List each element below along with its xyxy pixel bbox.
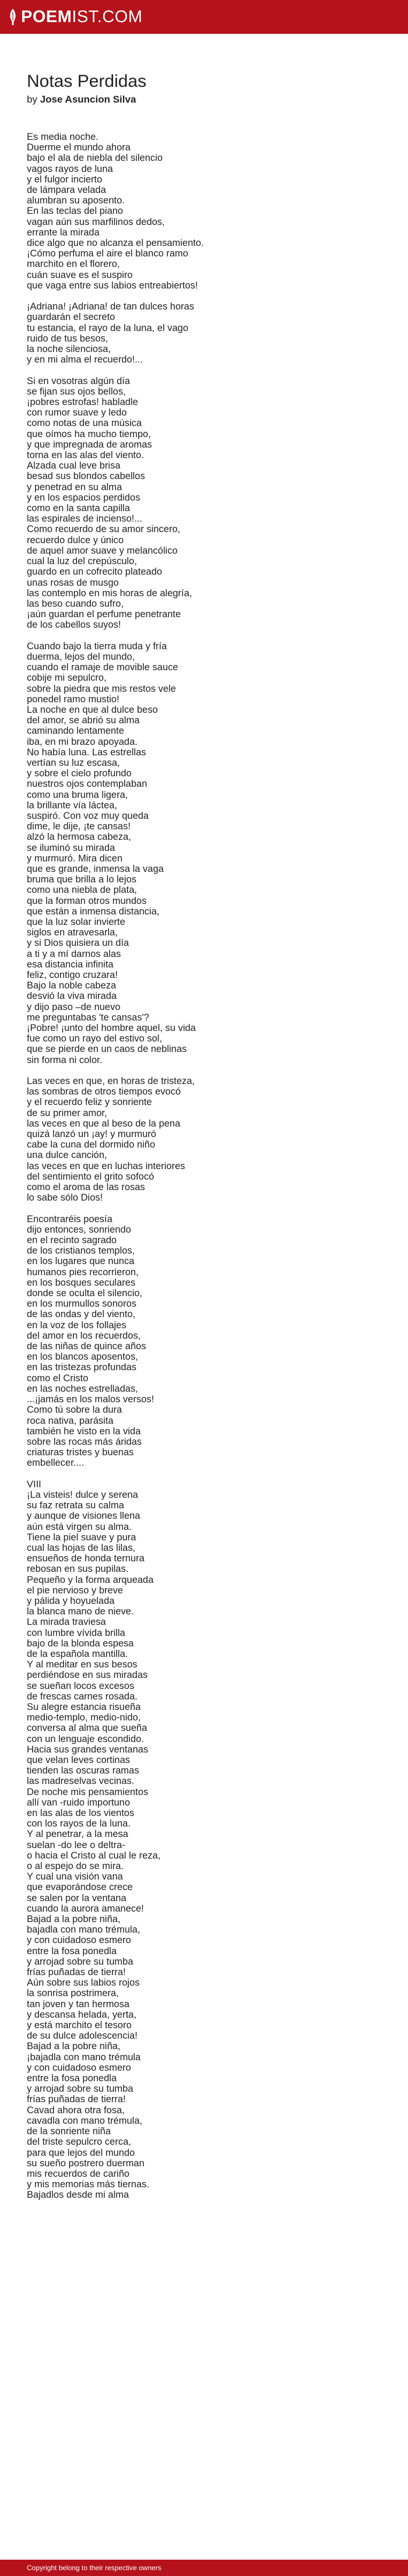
poem-line: y está marchito el tesoro	[27, 2020, 132, 2031]
poem-line: se sueñan locos excesos	[27, 1680, 135, 1691]
poem-line: de las niñas de quince años	[27, 1341, 146, 1352]
poem-line: siglos en atravesarla,	[27, 927, 118, 938]
poem-line: vertían su luz escasa,	[27, 757, 120, 768]
poem-line: desvió la viva mirada	[27, 991, 117, 1002]
poem-line: alumbran su aposento.	[27, 195, 125, 206]
poem-line: ...¡jamás en los malos versos!	[27, 1394, 154, 1405]
poem-line: Y al meditar en sus besos	[27, 1659, 138, 1670]
poem-line: sobre las rocas más áridas	[27, 1436, 142, 1447]
poem-stanza	[27, 376, 381, 631]
poem-line: Como tú sobre la dura	[27, 1405, 122, 1416]
poem-line: roca nativa, parásita	[27, 1415, 114, 1426]
poem-line: con lumbre vívida brilla	[27, 1627, 125, 1638]
poem-line: ¡Cómo perfuma el aire el blanco ramo	[27, 248, 188, 259]
poem-line: con rumor suave y ledo	[27, 407, 127, 418]
poem-line: como el Cristo	[27, 1373, 89, 1384]
poem-stanza	[27, 1214, 381, 1469]
poem-line: y el fulgor incierto	[27, 174, 103, 185]
poem-line: dime, le dije, ¡te cansas!	[27, 821, 131, 832]
poem-line: con los rayos de la luna.	[27, 1818, 131, 1829]
poem-line: de su dulce adolescencia!	[27, 2030, 138, 2042]
site-logo[interactable]	[8, 8, 143, 27]
poem-line: Si en vosotras algún día	[27, 375, 131, 386]
poem-line: y si Dios quisiera un día	[27, 938, 129, 949]
poem-line: con un lenguaje escondido.	[27, 1733, 144, 1744]
poem-line: Alzada cual leve brisa	[27, 460, 121, 471]
poem-stanza	[27, 132, 381, 291]
poem-line: cobije mi sepulcro,	[27, 673, 107, 684]
quill-pen-icon	[8, 8, 17, 26]
poem-line: quizá lanzó un ¡ay! y murmuró	[27, 1129, 156, 1140]
poem-line: que la forman otros mundos	[27, 895, 147, 906]
poem-line: ruido de tus besos,	[27, 333, 108, 344]
poem-line: alzó la hermosa cabeza,	[27, 832, 131, 843]
poem-line: la sonrisa postrimera,	[27, 1988, 119, 1999]
poem-line: se fijan sus ojos bellos,	[27, 386, 126, 397]
poem-line: de la española mantilla.	[27, 1648, 128, 1659]
poem-line: y penetrad en su alma	[27, 481, 122, 492]
poem-line: del amor en los recuerdos,	[27, 1330, 141, 1341]
poem-line: vagos rayos de luna	[27, 163, 113, 174]
poem-line: Y cual una visión vana	[27, 1871, 123, 1882]
by-label: by	[27, 94, 37, 105]
poem-line: De noche mis pensamientos	[27, 1786, 149, 1797]
poem-line: en los lugares que nunca	[27, 1256, 135, 1267]
poem-line: y dijo paso –de nuevo	[27, 1001, 121, 1012]
poem-line: bajo el ala de niebla del silencio	[27, 153, 163, 164]
poem-line: las madreselvas vecinas.	[27, 1776, 135, 1787]
poem-line: Las veces en que, en horas de tristeza,	[27, 1076, 195, 1087]
poem-line: del sentimiento el grito sofocó	[27, 1171, 154, 1182]
poem-line: frías puñadas de tierra!	[27, 2094, 126, 2105]
poem-line: y murmuró. Mira dicen	[27, 853, 123, 864]
poem-line: Bajadlos desde mi alma	[27, 2190, 129, 2201]
poem-line: que oímos ha mucho tiempo,	[27, 428, 151, 439]
poem-stanza	[27, 1479, 381, 2201]
poem-line: tu estancia, el rayo de la luna, el vago	[27, 322, 189, 333]
poem-line: en los bosques seculares	[27, 1277, 136, 1288]
poem-line: entre la fosa ponedla	[27, 2073, 117, 2084]
poem-line: como una niebla de plata,	[27, 885, 137, 896]
poem-line: sobre la piedra que mis restos vele	[27, 683, 176, 694]
poem-line: las beso cuando sufro,	[27, 598, 124, 609]
poem-line: en los murmullos sonoros	[27, 1298, 136, 1310]
poem-line: Tiene la piel suave y pura	[27, 1532, 136, 1543]
poem-line: de la sonriente niña	[27, 2126, 111, 2137]
poem-line: de los cabellos suyos!	[27, 620, 121, 631]
poem-line: las veces en que al beso de la pena	[27, 1118, 181, 1129]
poem-line: me preguntabas 'te cansas'?	[27, 1012, 149, 1023]
poem-line: perdiéndose en sus miradas	[27, 1670, 148, 1681]
poem-line: besad sus blondos cabellos	[27, 471, 145, 482]
poem-line: mis recuerdos de cariño	[27, 2168, 130, 2179]
poem-line: rebosan en sus pupilas.	[27, 1564, 129, 1575]
poem-line: cuán suave es el suspiro	[27, 269, 133, 280]
poem-line: y sobre el cielo profundo	[27, 768, 132, 779]
poem-line: criaturas tristes y buenas	[27, 1447, 134, 1458]
poem-line: allí van -ruido importuno	[27, 1797, 131, 1808]
poem-line: cuando el ramaje de movible sauce	[27, 662, 178, 673]
poem-line: en los blancos aposentos,	[27, 1352, 138, 1363]
poem-line: y mis memorias más tiernas.	[27, 2179, 149, 2190]
poem-line: ¡La visteis! dulce y serena	[27, 1489, 138, 1500]
poem-line: y descansa helada, yerta,	[27, 2009, 137, 2020]
poem-line: humanos pies recorrieron,	[27, 1266, 139, 1278]
poem-line: donde se oculta el silencio,	[27, 1288, 143, 1299]
poem-line: su sueño postrero duerman	[27, 2158, 145, 2169]
poem-line: dijo entonces, sonriendo	[27, 1224, 131, 1235]
poem-line: de frescas carnes rosada.	[27, 1691, 138, 1702]
poem-line: Duerme el mundo ahora	[27, 142, 131, 153]
logo-text-light: IST.COM	[72, 7, 143, 26]
logo-text-bold: POEM	[21, 7, 72, 26]
poem-line: torna en las alas del viento.	[27, 450, 144, 461]
poem-line: como el aroma de las rosas	[27, 1182, 145, 1193]
poem-line: en las alas de los vientos	[27, 1808, 135, 1818]
poem-line: o hacia el Cristo al cual le reza,	[27, 1850, 161, 1861]
poem-content	[0, 71, 408, 2201]
poem-line: y arrojad sobre su tumba	[27, 2084, 133, 2095]
poem-line: aún está virgen su alma.	[27, 1521, 132, 1532]
poem-line: Cavad ahora otra fosa,	[27, 2105, 125, 2116]
poem-line: y pálida y hoyuelada	[27, 1595, 115, 1606]
poem-line: ¡bajadla con mano trémula	[27, 2051, 141, 2063]
poem-line: bruma que brilla a lo lejos	[27, 874, 137, 885]
poem-line: como una bruma ligera,	[27, 789, 128, 800]
poem-line: bajo de la blonda espesa	[27, 1638, 134, 1649]
poem-line: dice algo que no alcanza el pensamiento.	[27, 238, 204, 249]
poem-line: se salen por la ventana	[27, 1892, 126, 1903]
poem-line: en el recinto sagrado	[27, 1235, 117, 1246]
poem-line: feliz, contigo cruzara!	[27, 970, 118, 980]
poem-line: del amor, se abrió su alma	[27, 715, 140, 726]
poem-line: nuestros ojos contemplaban	[27, 779, 147, 790]
poem-line: que evaporándose crece	[27, 1882, 133, 1893]
poem-line: cual la luz del crepúsculo,	[27, 556, 137, 567]
poem-line: unas rosas de musgo	[27, 577, 119, 588]
poem-line: y con cuidadoso esmero	[27, 2062, 131, 2073]
poem-line: tan joven y tan hermosa	[27, 1998, 130, 2010]
poem-line: guardo en un cofrecito plateado	[27, 566, 163, 578]
poem-line: y el recuerdo feliz y sonriente	[27, 1097, 152, 1108]
poem-stanza	[27, 301, 381, 365]
footer-bar	[0, 2560, 408, 2576]
poem-line: Es media noche.	[27, 132, 99, 142]
poem-line: ponedel ramo mustio!	[27, 694, 119, 705]
poem-line: las veces en que en luchas interiores	[27, 1160, 185, 1171]
poem-line: que vaga entre sus labios entreabiertos!	[27, 280, 198, 291]
poem-title: Notas Perdidas	[27, 72, 147, 91]
poem-line: ensueños de honda ternura	[27, 1553, 145, 1564]
poem-line: Bajo la noble cabeza	[27, 980, 117, 991]
poem-line: ¡aún guardan el perfume penetrante	[27, 609, 181, 620]
poem-line: bajadla con mano trémula,	[27, 1924, 140, 1935]
poem-line: entre la fosa ponedla	[27, 1945, 117, 1956]
poem-line: y en los espacios perdidos	[27, 492, 140, 503]
poem-line: una dulce canción,	[27, 1150, 107, 1161]
poem-line: que velan leves cortinas	[27, 1754, 131, 1765]
poem-line: del triste sepulcro cerca,	[27, 2137, 131, 2148]
copyright-notice: Copyright belong to their respective owners	[27, 2564, 161, 2572]
poem-line: de su primer amor,	[27, 1107, 107, 1118]
poem-line: Bajad a la pobre niña,	[27, 1914, 121, 1925]
poem-line: errante la mirada	[27, 227, 100, 238]
poem-line: Cuando bajo la tierra muda y fría	[27, 641, 167, 652]
poem-line: Pequeño y la forma arqueada	[27, 1574, 154, 1585]
poem-line: frías puñadas de tierra!	[27, 1967, 126, 1978]
poem-line: Aún sobre sus labios rojos	[27, 1977, 140, 1989]
poem-line: conversa al alma que sueña	[27, 1723, 147, 1734]
poem-line: tienden las oscuras ramas	[27, 1765, 139, 1776]
poem-line: ¡Pobre! ¡unto del hombre aquel, su vida	[27, 1023, 196, 1034]
poem-line: para que lejos del mundo	[27, 2147, 135, 2158]
poem-line: y aunque de visiones llena	[27, 1511, 140, 1522]
poem-line: el pie nervioso y breve	[27, 1585, 124, 1596]
poem-line: también he visto en la vida	[27, 1426, 141, 1437]
poem-line: cabe la cuna del dormido niño	[27, 1139, 156, 1150]
poem-line: La mirada traviesa	[27, 1617, 106, 1628]
poem-line: fue como un rayo del estivo sol,	[27, 1033, 163, 1044]
author-link[interactable]: Jose Asuncion Silva	[40, 94, 136, 105]
poem-line: y arrojad sobre su tumba	[27, 1956, 133, 1967]
poem-line: caminando lentamente	[27, 726, 124, 737]
poem-line: iba, en mi brazo apoyada.	[27, 736, 138, 747]
poem-byline	[27, 93, 381, 106]
poem-line: ¡Adriana! ¡Adriana! de tan dulces horas	[27, 301, 195, 312]
poem-line: y con cuidadoso esmero	[27, 1935, 131, 1946]
poem-line: como notas de una música	[27, 418, 142, 429]
poem-line: que la luz solar invierte	[27, 916, 125, 927]
top-bar	[0, 0, 408, 34]
poem-line: suelan -do lee o deltra-	[27, 1839, 125, 1850]
poem-line: sin forma ni color.	[27, 1054, 103, 1065]
poem-line: la blanca mano de nieve.	[27, 1606, 134, 1617]
poem-line: la noche silenciosa,	[27, 344, 111, 355]
poem-line: la brillante vía láctea,	[27, 800, 118, 811]
poem-line: o al espejo do se mira.	[27, 1861, 124, 1872]
poem-line: Bajad a la pobre niña,	[27, 2041, 121, 2052]
poem-line: medio-templo, medio-nido,	[27, 1712, 141, 1723]
poem-line: Encontraréis poesía	[27, 1213, 112, 1224]
poem-line: Como recuerdo de su amor sincero,	[27, 524, 181, 535]
poem-line: de los cristianos templos,	[27, 1245, 135, 1257]
poem-line: las contemplo en mis horas de alegría,	[27, 587, 192, 599]
poem-line: su faz retrata su calma	[27, 1500, 124, 1511]
poem-line: de las ondas y del viento,	[27, 1309, 136, 1320]
poem-line: lo sabe sólo Dios!	[27, 1192, 103, 1203]
poem-line: que es grande, inmensa la vaga	[27, 863, 164, 874]
poem-line: En las teclas del piano	[27, 206, 124, 217]
poem-line: La noche en que al dulce beso	[27, 704, 158, 715]
poem-line: VIII	[27, 1479, 41, 1490]
poem-line: ¡pobres estrofas! habladle	[27, 397, 138, 408]
poem-line: Su alegre estancia risueña	[27, 1701, 141, 1712]
poem-stanza	[27, 1076, 381, 1203]
poem-line: las espirales de incienso!...	[27, 513, 143, 525]
poem-line: cuando la aurora amanece!	[27, 1903, 144, 1914]
poem-line: se iluminó su mirada	[27, 842, 115, 853]
poem-stanza	[27, 641, 381, 1065]
poem-line: suspiró. Con voz muy queda	[27, 810, 149, 821]
poem-line: que se pierde en un caos de neblinas	[27, 1044, 187, 1055]
poem-line: No había luna. Las estrellas	[27, 747, 146, 758]
poem-line: cavadla con mano trémula,	[27, 2115, 143, 2126]
poem-line: cual las hojas de las lilas,	[27, 1542, 136, 1553]
poem-line: a ti y a mí darnos alas	[27, 948, 121, 959]
poem-line: embellecer....	[27, 1458, 85, 1469]
poem-line: en las tristezas profundas	[27, 1362, 137, 1373]
poem-line: en la voz de los follajes	[27, 1319, 126, 1331]
poem-line: en las noches estrelladas,	[27, 1383, 138, 1394]
poem-line: que están a inmensa distancia,	[27, 906, 160, 917]
poem-line: duerma, lejos del mundo,	[27, 651, 135, 662]
poem-line: de aquel amor suave y melancólico	[27, 545, 178, 556]
poem-line: recuerdo dulce y único	[27, 534, 124, 546]
poem-line: Y al penetrar, a la mesa	[27, 1829, 128, 1840]
poem-body	[27, 132, 381, 2201]
poem-line: y en mi alma el recuerdo!...	[27, 354, 143, 365]
poem-line: las sombras de otros tiempos evocó	[27, 1086, 181, 1097]
poem-line: de lámpara velada	[27, 185, 106, 196]
poem-line: Hacia sus grandes ventanas	[27, 1744, 149, 1755]
poem-line: marchito en el florero,	[27, 259, 120, 270]
poem-line: vagan aún sus marfilinos dedos,	[27, 216, 165, 227]
poem-line: esa distancia infinita	[27, 959, 114, 970]
poem-line: como en la santa capilla	[27, 503, 131, 514]
poem-line: guardarán el secreto	[27, 312, 115, 323]
poem-line: y que impregnada de aromas	[27, 439, 152, 450]
